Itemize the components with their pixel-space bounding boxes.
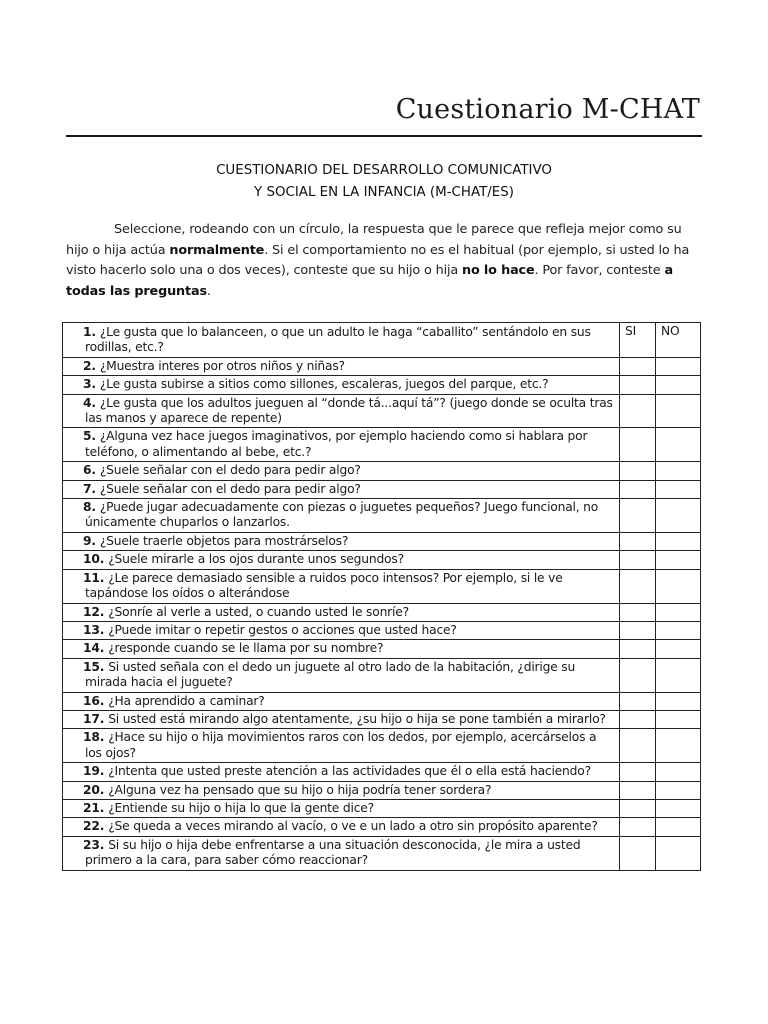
answer-no-cell[interactable]: [656, 729, 701, 763]
instructions-text-1: Seleccione, rodeando con un círculo, la respuesta que le parece que refleja mejor como su hijo o hija actúa: [66, 222, 682, 258]
question-text: ¿Suele mirarle a los ojos durante unos segundos?: [108, 552, 404, 567]
answer-yes-cell[interactable]: [620, 799, 656, 817]
question-number: 18.: [83, 730, 105, 745]
question-row: [63, 799, 701, 817]
question-row: [63, 710, 701, 728]
question-cell: [63, 551, 620, 569]
question-text: ¿Le parece demasiado sensible a ruidos poco intensos? Por ejemplo, si le ve tapándose los oídos o alterándose: [85, 570, 563, 601]
answer-no-cell[interactable]: [656, 357, 701, 375]
answer-yes-cell[interactable]: [620, 603, 656, 621]
answer-no-cell[interactable]: [656, 603, 701, 621]
instructions-paragraph: [66, 220, 702, 302]
answer-no-cell[interactable]: [656, 551, 701, 569]
question-row: [63, 818, 701, 836]
question-number: 8.: [83, 500, 96, 515]
question-cell: [63, 799, 620, 817]
question-number: 1.: [83, 325, 96, 339]
question-row: [63, 323, 701, 358]
question-cell: [63, 357, 620, 375]
question-number: 4.: [83, 395, 96, 410]
answer-no-cell[interactable]: [656, 658, 701, 692]
instructions-text-2: . Si el comportamiento no es el habitual (por ejemplo, si usted lo ha visto hacerlo solo una o dos veces), conteste que su hijo o hija: [66, 242, 690, 278]
question-row: [63, 428, 701, 462]
question-number: 13.: [83, 622, 105, 637]
questionnaire-table: [62, 322, 701, 871]
instructions-bold-todas-preguntas: a todas las preguntas: [66, 263, 673, 299]
answer-no-cell[interactable]: [656, 763, 701, 781]
question-row: [63, 357, 701, 375]
question-cell: [63, 428, 620, 462]
answer-no-cell[interactable]: [656, 376, 701, 394]
question-number: 7.: [83, 481, 96, 496]
answer-yes-cell[interactable]: [620, 462, 656, 480]
answer-no-cell[interactable]: [656, 836, 701, 870]
question-row: [63, 729, 701, 763]
question-text: ¿Entiende su hijo o hija lo que la gente dice?: [108, 800, 374, 815]
question-cell: [63, 499, 620, 533]
question-number: 23.: [83, 837, 105, 852]
document-title: [66, 160, 702, 204]
question-row: [63, 692, 701, 710]
instructions-text-4: .: [206, 283, 211, 299]
question-text: ¿Alguna vez hace juegos imaginativos, por ejemplo haciendo como si hablara por teléfono, o alimentando al bebe, etc.?: [85, 429, 588, 459]
question-number: 11.: [83, 570, 105, 585]
question-cell: [63, 376, 620, 394]
question-row: [63, 621, 701, 639]
question-text: ¿Muestra interes por otros niños y niñas?: [99, 358, 345, 373]
question-number: 2.: [83, 358, 96, 373]
question-text: ¿Le gusta que los adultos jueguen al “donde tá...aquí tá”? (juego donde se oculta tras las manos y aparece de repente): [85, 395, 613, 426]
question-cell: [63, 323, 620, 358]
question-number: 5.: [83, 429, 96, 444]
question-text: ¿Se queda a veces mirando al vacío, o ve e un lado a otro sin propósito aparente?: [108, 819, 598, 834]
question-row: [63, 658, 701, 692]
answer-yes-cell[interactable]: [620, 658, 656, 692]
question-row: [63, 532, 701, 550]
document-header-title: Cuestionario M-CHAT: [395, 94, 700, 125]
question-number: 9.: [83, 533, 96, 548]
question-row: [63, 480, 701, 498]
answer-no-cell[interactable]: [656, 480, 701, 498]
answer-yes-cell[interactable]: [620, 640, 656, 658]
question-cell: [63, 532, 620, 550]
question-text: ¿Le gusta que lo balanceen, o que un adulto le haga “caballito” sentándolo en sus rodillas, etc.?: [85, 325, 591, 355]
question-number: 17.: [83, 711, 105, 726]
answer-yes-cell[interactable]: [620, 551, 656, 569]
question-cell: [63, 710, 620, 728]
document-title-line-2: Y SOCIAL EN LA INFANCIA (M-CHAT/ES): [254, 185, 514, 200]
question-cell: [63, 781, 620, 799]
question-text: ¿Alguna vez ha pensado que su hijo o hija podría tener sordera?: [108, 782, 492, 797]
question-cell: [63, 836, 620, 870]
instructions-bold-no-lo-hace: no lo hace: [462, 263, 535, 278]
answer-yes-cell[interactable]: [620, 781, 656, 799]
question-number: 12.: [83, 604, 105, 619]
question-number: 6.: [83, 463, 96, 478]
question-text: ¿Puede jugar adecuadamente con piezas o juguetes pequeños? Juego funcional, no únicamente chuparlos o lanzarlos.: [85, 500, 599, 530]
question-text: ¿Hace su hijo o hija movimientos raros con los dedos, por ejemplo, acercárselos a los ojos?: [85, 730, 597, 760]
question-number: 21.: [83, 800, 105, 815]
question-row: [63, 462, 701, 480]
answer-no-cell[interactable]: [656, 781, 701, 799]
answer-yes-cell[interactable]: [620, 818, 656, 836]
answer-yes-cell[interactable]: [620, 499, 656, 533]
question-row: [63, 640, 701, 658]
answer-yes-cell[interactable]: [620, 710, 656, 728]
question-text: ¿Ha aprendido a caminar?: [108, 693, 265, 708]
question-cell: [63, 603, 620, 621]
answer-yes-header[interactable]: SI: [620, 323, 656, 358]
question-number: 14.: [83, 641, 105, 656]
answer-no-cell[interactable]: [656, 640, 701, 658]
question-cell: [63, 640, 620, 658]
answer-yes-cell[interactable]: [620, 729, 656, 763]
question-cell: [63, 462, 620, 480]
answer-no-cell[interactable]: [656, 428, 701, 462]
question-number: 10.: [83, 552, 105, 567]
answer-yes-cell[interactable]: [620, 763, 656, 781]
answer-yes-cell[interactable]: [620, 836, 656, 870]
answer-yes-cell[interactable]: [620, 569, 656, 603]
question-text: ¿Sonríe al verle a usted, o cuando usted le sonríe?: [108, 604, 409, 619]
question-number: 22.: [83, 819, 105, 834]
question-cell: [63, 658, 620, 692]
question-row: [63, 569, 701, 603]
question-text: Si usted está mirando algo atentamente, ¿su hijo o hija se pone también a mirarlo?: [108, 711, 606, 726]
instructions-text-3: . Por favor, conteste: [534, 263, 665, 278]
question-row: [63, 603, 701, 621]
answer-yes-cell[interactable]: [620, 357, 656, 375]
question-text: ¿Puede imitar o repetir gestos o acciones que usted hace?: [108, 622, 457, 637]
question-row: [63, 394, 701, 428]
answer-no-cell[interactable]: [656, 394, 701, 428]
question-text: ¿Suele señalar con el dedo para pedir algo?: [99, 463, 361, 478]
question-text: Si su hijo o hija debe enfrentarse a una situación desconocida, ¿le mira a usted primero a la cara, para saber cómo reaccionar?: [85, 837, 581, 868]
question-number: 19.: [83, 764, 105, 779]
question-row: [63, 499, 701, 533]
question-row: [63, 376, 701, 394]
question-text: ¿Le gusta subirse a sitios como sillones, escaleras, juegos del parque, etc.?: [99, 377, 549, 392]
answer-no-header[interactable]: NO: [656, 323, 701, 358]
answer-no-cell[interactable]: [656, 818, 701, 836]
question-text: ¿Suele traerle objetos para mostrárselos?: [99, 533, 349, 548]
question-cell: [63, 621, 620, 639]
answer-yes-cell[interactable]: [620, 532, 656, 550]
question-cell: [63, 763, 620, 781]
answer-no-cell[interactable]: [656, 799, 701, 817]
answer-yes-cell[interactable]: [620, 621, 656, 639]
question-text: Si usted señala con el dedo un juguete al otro lado de la habitación, ¿dirige su mirada hacia el juguete?: [85, 659, 576, 690]
answer-yes-cell[interactable]: [620, 692, 656, 710]
answer-no-cell[interactable]: [656, 710, 701, 728]
question-number: 3.: [83, 377, 96, 392]
answer-yes-cell[interactable]: [620, 394, 656, 428]
answer-no-cell[interactable]: [656, 569, 701, 603]
question-cell: [63, 394, 620, 428]
question-cell: [63, 692, 620, 710]
question-cell: [63, 818, 620, 836]
answer-yes-cell[interactable]: [620, 428, 656, 462]
header-divider: [66, 135, 702, 137]
question-row: [63, 763, 701, 781]
question-cell: [63, 569, 620, 603]
answer-no-cell[interactable]: [656, 499, 701, 533]
question-number: 16.: [83, 693, 105, 708]
question-row: [63, 781, 701, 799]
document-title-line-1: CUESTIONARIO DEL DESARROLLO COMUNICATIVO: [216, 163, 552, 178]
answer-no-cell[interactable]: [656, 532, 701, 550]
question-text: ¿responde cuando se le llama por su nombre?: [108, 641, 384, 656]
answer-no-cell[interactable]: [656, 692, 701, 710]
answer-yes-cell[interactable]: [620, 376, 656, 394]
answer-no-cell[interactable]: [656, 621, 701, 639]
question-number: 20.: [83, 782, 105, 797]
instructions-bold-normalmente: normalmente: [169, 242, 265, 258]
question-text: ¿Intenta que usted preste atención a las actividades que él o ella está haciendo?: [108, 764, 591, 779]
question-cell: [63, 480, 620, 498]
question-number: 15.: [83, 659, 105, 674]
answer-yes-cell[interactable]: [620, 480, 656, 498]
question-text: ¿Suele señalar con el dedo para pedir algo?: [99, 481, 361, 496]
question-row: [63, 551, 701, 569]
questionnaire-body: [63, 323, 701, 871]
answer-no-cell[interactable]: [656, 462, 701, 480]
question-cell: [63, 729, 620, 763]
question-row: [63, 836, 701, 870]
